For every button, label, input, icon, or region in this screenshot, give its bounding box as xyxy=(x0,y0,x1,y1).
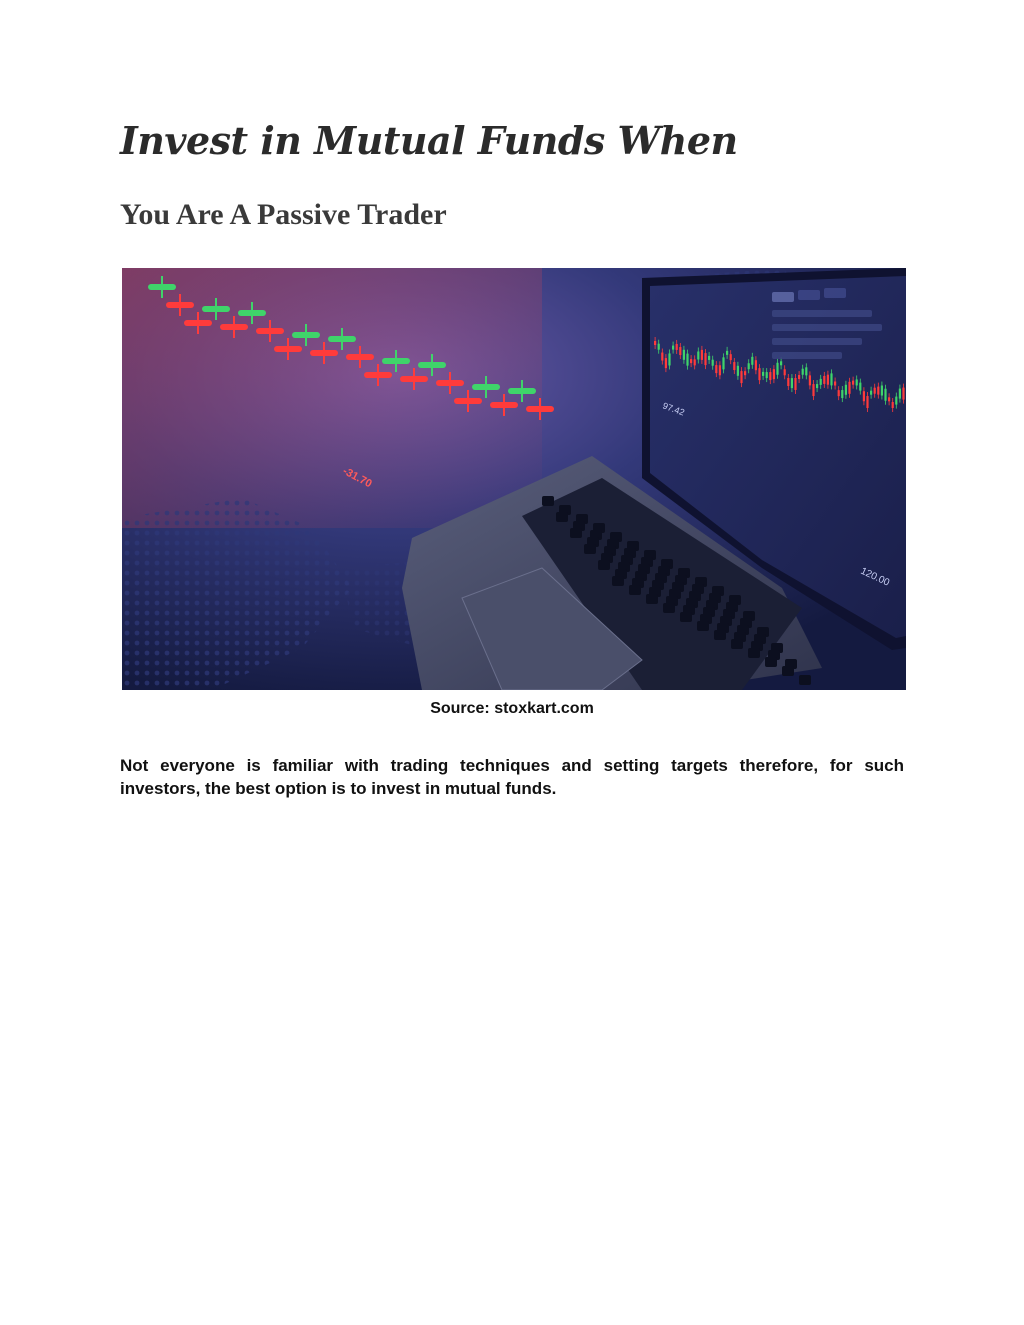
keyboard-key xyxy=(629,585,641,595)
trading-laptop-image xyxy=(122,268,906,690)
bg-candle-wick xyxy=(539,398,541,420)
screen-candle-wick xyxy=(687,350,688,370)
screen-candle-wick xyxy=(709,352,710,364)
screen-candle-wick xyxy=(655,337,656,349)
bg-candle-wick xyxy=(305,324,307,346)
screen-candle-wick xyxy=(730,350,731,364)
screen-candle-wick xyxy=(705,349,706,369)
screen-candle-wick xyxy=(784,365,785,379)
body-paragraph: Not everyone is familiar with trading techniques and setting targets therefore, for such investors, the best option is to invest in mutual funds. xyxy=(120,756,904,798)
bg-candle-wick xyxy=(521,380,523,402)
bg-candle-wick xyxy=(269,320,271,342)
bg-candle-wick xyxy=(485,376,487,398)
screen-candle-wick xyxy=(853,377,854,389)
screen-candle-wick xyxy=(828,371,829,389)
screen-candle-wick xyxy=(658,340,659,354)
screen-candle-wick xyxy=(788,374,789,390)
keyboard-key xyxy=(714,630,726,640)
screen-candle-wick xyxy=(874,384,875,398)
bg-candle-wick xyxy=(467,390,469,412)
left-price-label: -31.70 xyxy=(340,465,374,491)
screen-candle-wick xyxy=(846,381,847,399)
image-caption: Source: stoxkart.com xyxy=(430,700,594,717)
screen-candle-wick xyxy=(795,374,796,394)
screen-candle-wick xyxy=(723,353,724,373)
keyboard-key xyxy=(584,544,596,554)
screen-candle-wick xyxy=(766,368,767,382)
keyboard-key xyxy=(663,603,675,613)
bg-candle-wick xyxy=(251,302,253,324)
screen-candle-wick xyxy=(781,357,782,369)
screen-candle-wick xyxy=(885,385,886,405)
screen-price-label: 97.42 xyxy=(661,400,686,418)
screen-candle-wick xyxy=(669,349,670,369)
screen-candle-wick xyxy=(698,347,699,363)
screen-candle-wick xyxy=(741,367,742,387)
keyboard-key xyxy=(731,639,743,649)
screen-candle-wick xyxy=(662,349,663,365)
keyboard-key xyxy=(748,648,760,658)
screen-candle-wick xyxy=(820,375,821,389)
screen-candle-wick xyxy=(792,374,793,392)
keyboard-key xyxy=(556,512,568,522)
bg-candle-wick xyxy=(161,276,163,298)
screen-candle-wick xyxy=(734,358,735,374)
screen-candle-wick xyxy=(752,353,753,369)
screen-candle-wick xyxy=(889,393,890,405)
screen-candle-wick xyxy=(770,368,771,384)
bg-candle-wick xyxy=(359,346,361,368)
screen-candle-wick xyxy=(673,342,674,354)
keyboard-key xyxy=(782,666,794,676)
screen-candle-wick xyxy=(810,371,811,389)
screen-candle-wick xyxy=(716,361,717,377)
bg-candle-wick xyxy=(233,316,235,338)
screen-candle-wick xyxy=(900,385,901,403)
bg-candle-wick xyxy=(287,338,289,360)
screen-candle-wick xyxy=(882,382,883,400)
screen-candle-wick xyxy=(878,383,879,399)
bg-candle-wick xyxy=(413,368,415,390)
screen-candle-wick xyxy=(777,359,778,379)
screen-candle-wick xyxy=(684,346,685,364)
screen-candle-wick xyxy=(838,386,839,400)
keyboard-key xyxy=(570,528,582,538)
screen-candle-wick xyxy=(712,356,713,370)
screen-candle-wick xyxy=(694,355,695,369)
keyboard-key xyxy=(680,612,692,622)
screen-candle-wick xyxy=(903,384,904,404)
screen-candle-wick xyxy=(802,365,803,379)
page-title: Invest in Mutual Funds When xyxy=(120,118,738,163)
screen-candle-wick xyxy=(849,378,850,398)
screen-candle-wick xyxy=(748,359,749,373)
bg-candle-wick xyxy=(395,350,397,372)
bg-candle-wick xyxy=(215,298,217,320)
screen-candle-wick xyxy=(702,346,703,364)
keyboard-key xyxy=(598,560,610,570)
screen-candle-wick xyxy=(759,364,760,384)
keyboard-key xyxy=(697,621,709,631)
screen-candle-wick xyxy=(691,355,692,367)
screen-candle-wick xyxy=(763,368,764,380)
screen-candle-wick xyxy=(676,340,677,354)
bg-candle-wick xyxy=(377,364,379,386)
screen-candle-wick xyxy=(799,371,800,383)
keyboard-key xyxy=(799,675,811,685)
bg-candle-wick xyxy=(341,328,343,350)
screen-candle-wick xyxy=(831,369,832,389)
screen-candle-wick xyxy=(864,387,865,405)
screen-candle-wick xyxy=(860,379,861,395)
screen-candle-wick xyxy=(835,378,836,390)
screen-candle-wick xyxy=(745,367,746,379)
bg-candle-wick xyxy=(179,294,181,316)
screen-candle-wick xyxy=(842,386,843,402)
screen-candle-wick xyxy=(867,392,868,412)
bg-candle-wick xyxy=(197,312,199,334)
bg-candle-wick xyxy=(431,354,433,376)
screen-candle-wick xyxy=(680,343,681,359)
screen-candle-wick xyxy=(720,361,721,379)
keyboard-key xyxy=(765,657,777,667)
screen-candle-wick xyxy=(727,347,728,359)
bg-candle-wick xyxy=(323,342,325,364)
screen-candle-wick xyxy=(824,372,825,388)
screen-candle-wick xyxy=(806,363,807,379)
screen-candle-wick xyxy=(817,380,818,392)
bg-candle-wick xyxy=(449,372,451,394)
page-subtitle: You Are A Passive Trader xyxy=(120,198,447,231)
screen-candle-wick xyxy=(892,398,893,412)
keyboard-key xyxy=(646,594,658,604)
screen-candle-wick xyxy=(774,365,775,383)
screen-order-value: 120.00 xyxy=(858,565,892,589)
bg-candle-wick xyxy=(503,394,505,416)
screen-candle-wick xyxy=(871,387,872,399)
screen-candle-wick xyxy=(756,356,757,374)
screen-candle-wick xyxy=(896,393,897,409)
keyboard-key xyxy=(612,576,624,586)
screen-candle-wick xyxy=(738,362,739,380)
screen-candle-wick xyxy=(813,380,814,400)
keyboard-key xyxy=(542,496,554,506)
screen-candle-wick xyxy=(856,375,857,389)
screen-candle-wick xyxy=(666,354,667,372)
